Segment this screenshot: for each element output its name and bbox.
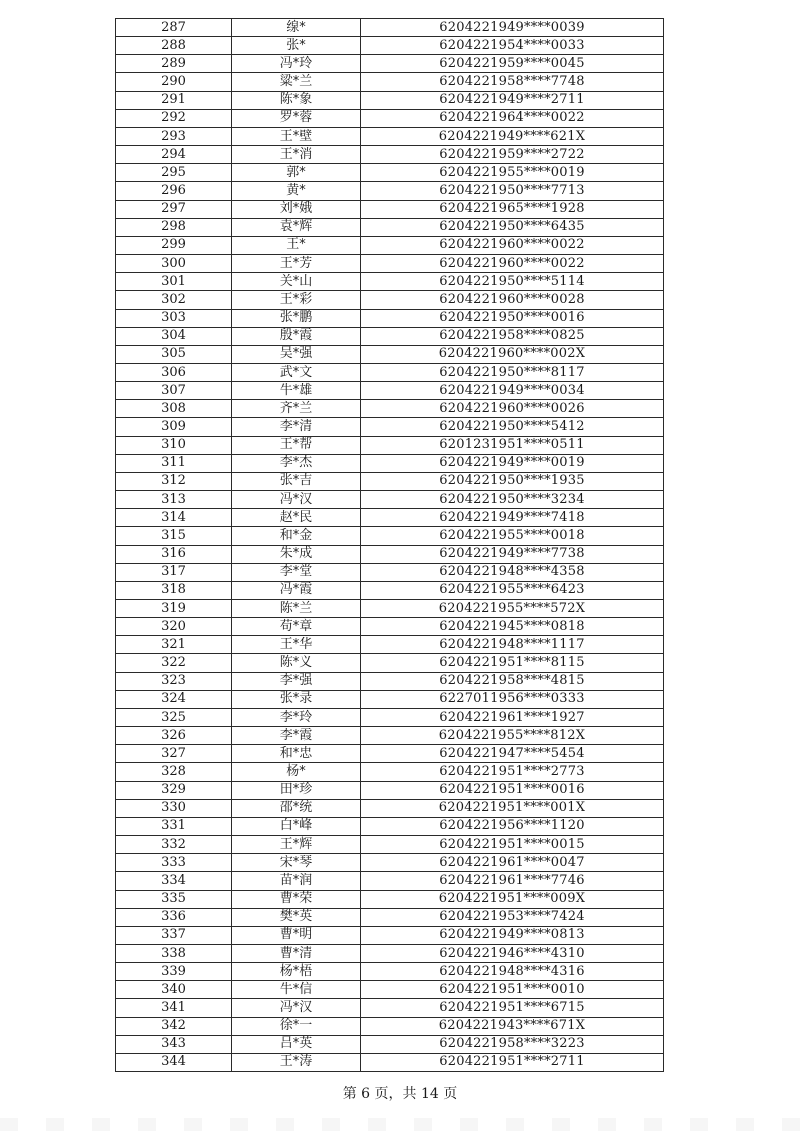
name-cell: 李*玲 — [232, 708, 361, 726]
table-row — [116, 581, 664, 599]
row-number-cell: 287 — [116, 19, 232, 37]
name-cell: 冯*玲 — [232, 55, 361, 73]
row-number-cell: 307 — [116, 382, 232, 400]
id-number-cell: 6204221950****6435 — [361, 218, 664, 236]
id-number-cell: 6204221955****0018 — [361, 527, 664, 545]
table-row — [116, 926, 664, 944]
name-cell: 苗*润 — [232, 872, 361, 890]
row-number-cell: 301 — [116, 273, 232, 291]
table-row — [116, 600, 664, 618]
id-number-cell: 6204221961****0047 — [361, 854, 664, 872]
row-number-cell: 341 — [116, 999, 232, 1017]
table-row — [116, 509, 664, 527]
row-number-cell: 328 — [116, 763, 232, 781]
name-cell: 朱*成 — [232, 545, 361, 563]
row-number-cell: 302 — [116, 291, 232, 309]
row-number-cell: 324 — [116, 690, 232, 708]
name-cell: 陈*义 — [232, 654, 361, 672]
id-number-cell: 6204221949****0034 — [361, 382, 664, 400]
name-cell: 郭* — [232, 164, 361, 182]
id-number-cell: 6204221951****009X — [361, 890, 664, 908]
id-number-cell: 6204221951****2773 — [361, 763, 664, 781]
table-row — [116, 363, 664, 381]
row-number-cell: 321 — [116, 636, 232, 654]
row-number-cell: 314 — [116, 509, 232, 527]
row-number-cell: 342 — [116, 1017, 232, 1035]
id-number-cell: 6204221950****7713 — [361, 182, 664, 200]
row-number-cell: 330 — [116, 799, 232, 817]
id-number-cell: 6204221949****0813 — [361, 926, 664, 944]
row-number-cell: 338 — [116, 944, 232, 962]
roster-table — [115, 18, 664, 1072]
name-cell: 邵*统 — [232, 799, 361, 817]
id-number-cell: 6204221951****6715 — [361, 999, 664, 1017]
id-number-cell: 6204221961****7746 — [361, 872, 664, 890]
id-number-cell: 6201231951****0511 — [361, 436, 664, 454]
table-row — [116, 727, 664, 745]
row-number-cell: 305 — [116, 345, 232, 363]
name-cell: 曹*荣 — [232, 890, 361, 908]
row-number-cell: 327 — [116, 745, 232, 763]
table-row — [116, 255, 664, 273]
row-number-cell: 332 — [116, 836, 232, 854]
id-number-cell: 6204221958****7748 — [361, 73, 664, 91]
table-row — [116, 109, 664, 127]
id-number-cell: 6204221956****1120 — [361, 817, 664, 835]
table-row — [116, 981, 664, 999]
table-row — [116, 890, 664, 908]
name-cell: 和*金 — [232, 527, 361, 545]
name-cell: 李*清 — [232, 418, 361, 436]
id-number-cell: 6204221951****8115 — [361, 654, 664, 672]
row-number-cell: 325 — [116, 708, 232, 726]
row-number-cell: 308 — [116, 400, 232, 418]
name-cell: 王*壁 — [232, 127, 361, 145]
row-number-cell: 300 — [116, 255, 232, 273]
row-number-cell: 313 — [116, 491, 232, 509]
id-number-cell: 6204221960****0022 — [361, 236, 664, 254]
id-number-cell: 6204221948****4316 — [361, 963, 664, 981]
row-number-cell: 336 — [116, 908, 232, 926]
id-number-cell: 6204221951****0010 — [361, 981, 664, 999]
table-row — [116, 454, 664, 472]
row-number-cell: 309 — [116, 418, 232, 436]
id-number-cell: 6204221965****1928 — [361, 200, 664, 218]
name-cell: 缐* — [232, 19, 361, 37]
table-row — [116, 690, 664, 708]
row-number-cell: 317 — [116, 563, 232, 581]
table-row — [116, 146, 664, 164]
name-cell: 王*涛 — [232, 1053, 361, 1071]
name-cell: 李*堂 — [232, 563, 361, 581]
table-row — [116, 799, 664, 817]
id-number-cell: 6204221949****621X — [361, 127, 664, 145]
name-cell: 曹*清 — [232, 944, 361, 962]
row-number-cell: 299 — [116, 236, 232, 254]
table-row — [116, 836, 664, 854]
id-number-cell: 6227011956****0333 — [361, 690, 664, 708]
id-number-cell: 6204221955****812X — [361, 727, 664, 745]
table-row — [116, 55, 664, 73]
name-cell: 粱*兰 — [232, 73, 361, 91]
row-number-cell: 331 — [116, 817, 232, 835]
name-cell: 赵*民 — [232, 509, 361, 527]
id-number-cell: 6204221955****572X — [361, 600, 664, 618]
name-cell: 王*辉 — [232, 836, 361, 854]
id-number-cell: 6204221954****0033 — [361, 37, 664, 55]
name-cell: 殷*霞 — [232, 327, 361, 345]
table-row — [116, 472, 664, 490]
table-row — [116, 763, 664, 781]
id-number-cell: 6204221948****4358 — [361, 563, 664, 581]
id-number-cell: 6204221949****2711 — [361, 91, 664, 109]
name-cell: 刘*娥 — [232, 200, 361, 218]
id-number-cell: 6204221950****0016 — [361, 309, 664, 327]
row-number-cell: 322 — [116, 654, 232, 672]
row-number-cell: 339 — [116, 963, 232, 981]
name-cell: 王*华 — [232, 636, 361, 654]
id-number-cell: 6204221949****0019 — [361, 454, 664, 472]
table-row — [116, 999, 664, 1017]
table-row — [116, 563, 664, 581]
table-row — [116, 19, 664, 37]
table-row — [116, 854, 664, 872]
id-number-cell: 6204221951****001X — [361, 799, 664, 817]
name-cell: 冯*霞 — [232, 581, 361, 599]
name-cell: 张* — [232, 37, 361, 55]
id-number-cell: 6204221964****0022 — [361, 109, 664, 127]
id-number-cell: 6204221958****3223 — [361, 1035, 664, 1053]
id-number-cell: 6204221959****2722 — [361, 146, 664, 164]
row-number-cell: 303 — [116, 309, 232, 327]
name-cell: 王*彩 — [232, 291, 361, 309]
name-cell: 武*文 — [232, 363, 361, 381]
id-number-cell: 6204221949****7418 — [361, 509, 664, 527]
id-number-cell: 6204221950****1935 — [361, 472, 664, 490]
table-row — [116, 309, 664, 327]
table-row — [116, 291, 664, 309]
id-number-cell: 6204221955****6423 — [361, 581, 664, 599]
table-row — [116, 164, 664, 182]
name-cell: 关*山 — [232, 273, 361, 291]
table-row — [116, 963, 664, 981]
table-row — [116, 781, 664, 799]
name-cell: 徐*一 — [232, 1017, 361, 1035]
name-cell: 苟*章 — [232, 618, 361, 636]
table-row — [116, 200, 664, 218]
id-number-cell: 6204221949****7738 — [361, 545, 664, 563]
name-cell: 牛*雄 — [232, 382, 361, 400]
name-cell: 王* — [232, 236, 361, 254]
table-row — [116, 182, 664, 200]
name-cell: 张*录 — [232, 690, 361, 708]
table-row — [116, 127, 664, 145]
id-number-cell: 6204221946****4310 — [361, 944, 664, 962]
row-number-cell: 335 — [116, 890, 232, 908]
id-number-cell: 6204221961****1927 — [361, 708, 664, 726]
id-number-cell: 6204221943****671X — [361, 1017, 664, 1035]
table-row — [116, 654, 664, 672]
id-number-cell: 6204221959****0045 — [361, 55, 664, 73]
id-number-cell: 6204221960****0026 — [361, 400, 664, 418]
table-row — [116, 37, 664, 55]
name-cell: 牛*信 — [232, 981, 361, 999]
name-cell: 李*强 — [232, 672, 361, 690]
name-cell: 冯*汉 — [232, 491, 361, 509]
name-cell: 杨*梧 — [232, 963, 361, 981]
name-cell: 李*杰 — [232, 454, 361, 472]
row-number-cell: 319 — [116, 600, 232, 618]
name-cell: 吴*强 — [232, 345, 361, 363]
table-row — [116, 636, 664, 654]
name-cell: 王*帮 — [232, 436, 361, 454]
name-cell: 陈*象 — [232, 91, 361, 109]
row-number-cell: 323 — [116, 672, 232, 690]
name-cell: 陈*兰 — [232, 600, 361, 618]
table-row — [116, 273, 664, 291]
id-number-cell: 6204221950****5412 — [361, 418, 664, 436]
row-number-cell: 311 — [116, 454, 232, 472]
id-number-cell: 6204221951****0015 — [361, 836, 664, 854]
table-row — [116, 745, 664, 763]
row-number-cell: 326 — [116, 727, 232, 745]
row-number-cell: 312 — [116, 472, 232, 490]
table-row — [116, 1017, 664, 1035]
name-cell: 樊*英 — [232, 908, 361, 926]
id-number-cell: 6204221945****0818 — [361, 618, 664, 636]
row-number-cell: 320 — [116, 618, 232, 636]
table-row — [116, 382, 664, 400]
name-cell: 黄* — [232, 182, 361, 200]
row-number-cell: 297 — [116, 200, 232, 218]
name-cell: 王*消 — [232, 146, 361, 164]
table-row — [116, 236, 664, 254]
id-number-cell: 6204221950****8117 — [361, 363, 664, 381]
table-row — [116, 491, 664, 509]
table-row — [116, 73, 664, 91]
name-cell: 白*峰 — [232, 817, 361, 835]
id-number-cell: 6204221960****0022 — [361, 255, 664, 273]
row-number-cell: 292 — [116, 109, 232, 127]
row-number-cell: 294 — [116, 146, 232, 164]
row-number-cell: 333 — [116, 854, 232, 872]
id-number-cell: 6204221948****1117 — [361, 636, 664, 654]
id-number-cell: 6204221951****2711 — [361, 1053, 664, 1071]
row-number-cell: 306 — [116, 363, 232, 381]
table-row — [116, 944, 664, 962]
id-number-cell: 6204221955****0019 — [361, 164, 664, 182]
row-number-cell: 337 — [116, 926, 232, 944]
id-number-cell: 6204221950****3234 — [361, 491, 664, 509]
table-row — [116, 618, 664, 636]
table-row — [116, 872, 664, 890]
table-row — [116, 418, 664, 436]
name-cell: 冯*汉 — [232, 999, 361, 1017]
name-cell: 王*芳 — [232, 255, 361, 273]
name-cell: 罗*蓉 — [232, 109, 361, 127]
name-cell: 吕*英 — [232, 1035, 361, 1053]
table-row — [116, 672, 664, 690]
row-number-cell: 340 — [116, 981, 232, 999]
row-number-cell: 334 — [116, 872, 232, 890]
table-row — [116, 91, 664, 109]
table-row — [116, 908, 664, 926]
table-row — [116, 708, 664, 726]
row-number-cell: 296 — [116, 182, 232, 200]
name-cell: 张*吉 — [232, 472, 361, 490]
name-cell: 曹*明 — [232, 926, 361, 944]
id-number-cell: 6204221958****0825 — [361, 327, 664, 345]
row-number-cell: 343 — [116, 1035, 232, 1053]
name-cell: 宋*琴 — [232, 854, 361, 872]
row-number-cell: 295 — [116, 164, 232, 182]
row-number-cell: 329 — [116, 781, 232, 799]
name-cell: 和*忠 — [232, 745, 361, 763]
id-number-cell: 6204221950****5114 — [361, 273, 664, 291]
row-number-cell: 298 — [116, 218, 232, 236]
row-number-cell: 290 — [116, 73, 232, 91]
id-number-cell: 6204221960****0028 — [361, 291, 664, 309]
row-number-cell: 315 — [116, 527, 232, 545]
row-number-cell: 310 — [116, 436, 232, 454]
table-row — [116, 527, 664, 545]
table-row — [116, 345, 664, 363]
roster-table-body — [116, 19, 664, 1072]
row-number-cell: 291 — [116, 91, 232, 109]
name-cell: 杨* — [232, 763, 361, 781]
page-footer: 第 6 页，共 14 页 — [342, 1086, 458, 1102]
id-number-cell: 6204221951****0016 — [361, 781, 664, 799]
name-cell: 田*珍 — [232, 781, 361, 799]
id-number-cell: 6204221949****0039 — [361, 19, 664, 37]
name-cell: 李*霞 — [232, 727, 361, 745]
name-cell: 张*鹏 — [232, 309, 361, 327]
row-number-cell: 304 — [116, 327, 232, 345]
table-row — [116, 545, 664, 563]
scan-edge-artifact — [0, 1118, 800, 1131]
table-row — [116, 327, 664, 345]
row-number-cell: 288 — [116, 37, 232, 55]
id-number-cell: 6204221960****002X — [361, 345, 664, 363]
table-row — [116, 218, 664, 236]
name-cell: 齐*兰 — [232, 400, 361, 418]
table-row — [116, 1053, 664, 1071]
id-number-cell: 6204221947****5454 — [361, 745, 664, 763]
row-number-cell: 289 — [116, 55, 232, 73]
row-number-cell: 293 — [116, 127, 232, 145]
row-number-cell: 318 — [116, 581, 232, 599]
row-number-cell: 316 — [116, 545, 232, 563]
table-row — [116, 817, 664, 835]
id-number-cell: 6204221953****7424 — [361, 908, 664, 926]
table-row — [116, 1035, 664, 1053]
table-row — [116, 436, 664, 454]
name-cell: 袁*辉 — [232, 218, 361, 236]
table-row — [116, 400, 664, 418]
row-number-cell: 344 — [116, 1053, 232, 1071]
id-number-cell: 6204221958****4815 — [361, 672, 664, 690]
